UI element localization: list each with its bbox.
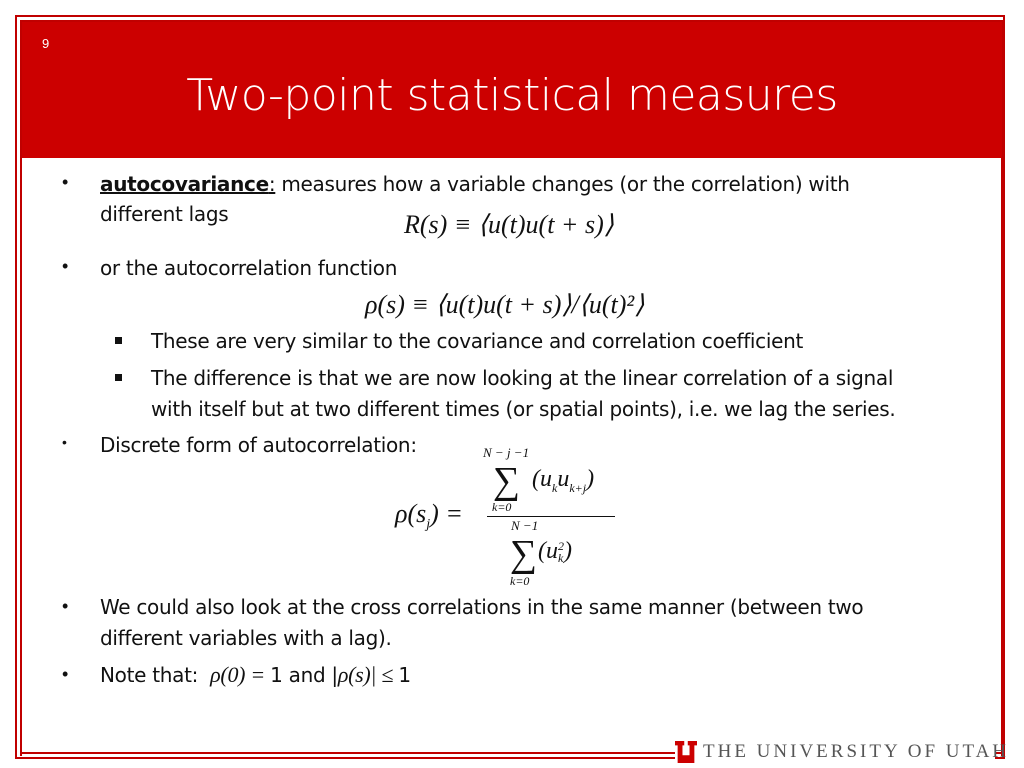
university-logo	[675, 741, 1009, 763]
bullet-dot: •	[62, 664, 69, 684]
bullet-dot: •	[62, 256, 69, 276]
fraction-bar	[487, 516, 615, 517]
term: autocovariance	[100, 172, 269, 196]
bullet-discrete: Discrete form of autocorrelation:	[100, 433, 417, 457]
bullet-autocovariance	[100, 172, 850, 196]
equation-autocorrelation: ρ(s) ≡ ⟨u(t)u(t + s)⟩/⟨u(t)²⟩	[365, 290, 645, 319]
bullet-dot: •	[62, 434, 67, 450]
bullet-cross-correlation-line2: different variables with a lag).	[100, 626, 392, 650]
bullet-text-line2: different lags	[100, 202, 229, 226]
sub-bullet-difference: The difference is that we are now looking at the linear correlation of a signal	[151, 366, 894, 390]
bullet-dot: •	[62, 172, 69, 192]
square-bullet	[115, 337, 122, 344]
equation-discrete-autocorrelation: $\rho(s_j)$ = N − j −1 ∑ k=0 $(u_ku_{k+j})$ N −1 ∑ k=0 (u 2 k )	[395, 446, 635, 592]
colon: :	[268, 172, 276, 196]
bullet-dot: •	[62, 596, 69, 616]
sub-bullet-similar: These are very similar to the covariance and correlation coefficient	[151, 329, 804, 353]
logo-text: THE UNIVERSITY OF UTAH	[703, 741, 1010, 762]
u-logo-icon	[675, 741, 697, 763]
bullet-cross-correlation: We could also look at the cross correlations in the same manner (between two	[100, 595, 864, 619]
frame-line	[20, 752, 675, 754]
square-bullet	[115, 374, 122, 381]
equation-autocovariance: R(s) ≡ ⟨u(t)u(t + s)⟩	[404, 210, 614, 239]
sub-bullet-difference-line2: with itself but at two different times (or spatial points), i.e. we lag the series.	[151, 397, 896, 421]
bullet-note: Note that: ρ(0) = 1 and |ρ(s)| ≤ 1	[100, 662, 411, 687]
slide-title: Two-point statistical measures	[186, 70, 838, 121]
frame-line	[15, 757, 675, 759]
slide-number: 9	[42, 36, 50, 51]
text: measures how a variable changes (or the correlation) with	[275, 172, 850, 196]
bullet-autocorrelation: or the autocorrelation function	[100, 256, 398, 280]
